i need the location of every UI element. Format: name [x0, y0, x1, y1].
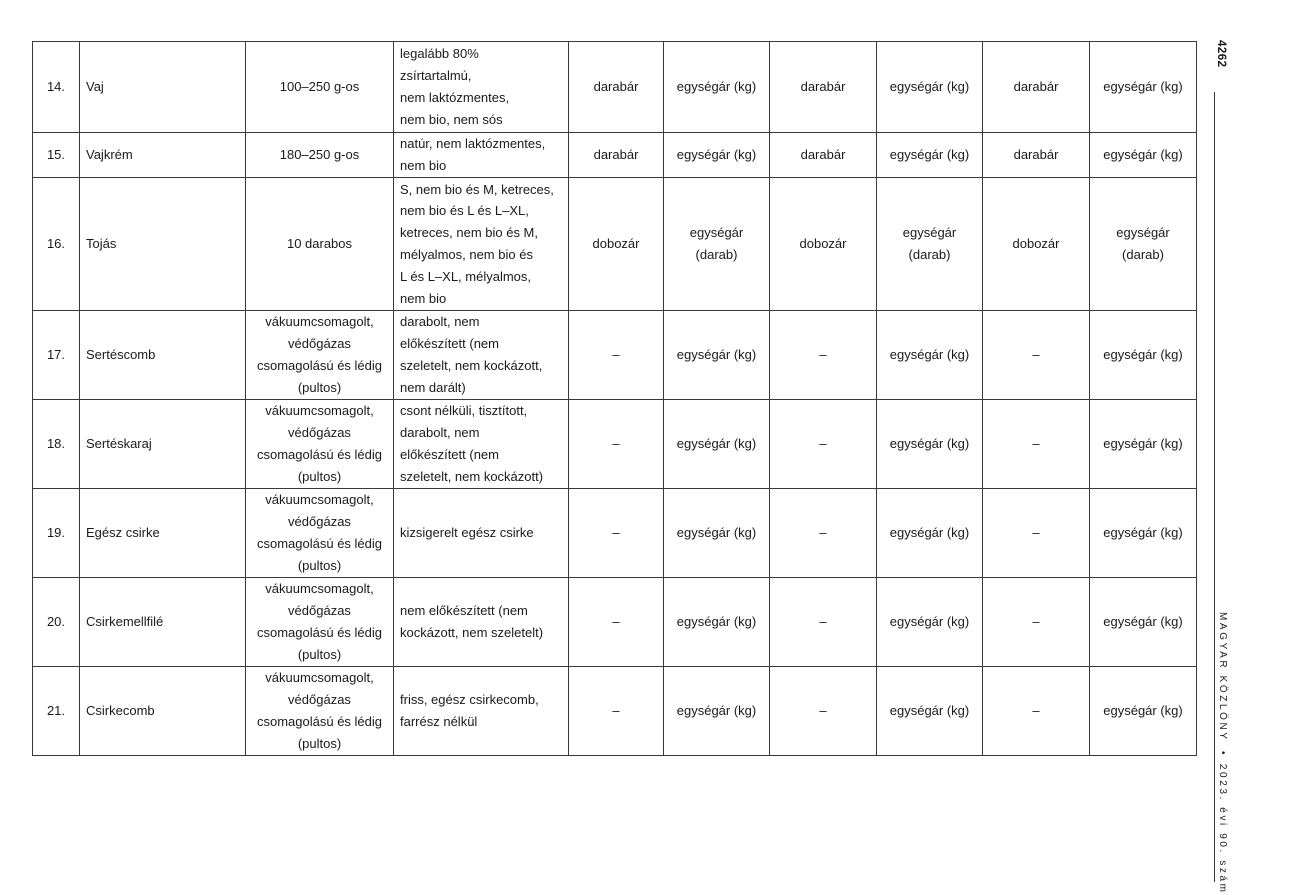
description-line: farrész nélkül	[400, 714, 478, 729]
packaging: vákuumcsomagolt, védőgázas csomagolású és lédig (pultos)	[246, 578, 394, 667]
price-type-cell: egységár (kg)	[664, 400, 770, 489]
price-type-cell: egységár (kg)	[877, 133, 983, 178]
sidebar-rule	[1214, 92, 1215, 882]
journal-issue: 2023. évi 90. szám	[1217, 763, 1228, 895]
description-line: zsírtartalmú,	[400, 68, 472, 84]
description-line: előkészített (nem	[400, 336, 499, 352]
price-type-cell: egységár (kg)	[877, 578, 983, 667]
description-line: S, nem bio és M, ketreces,	[400, 181, 554, 197]
price-type-cell: dobozár	[770, 178, 877, 311]
price-type-cell: –	[569, 578, 664, 667]
description-line: natúr, nem laktózmentes,	[400, 136, 546, 152]
price-type-cell: –	[770, 400, 877, 489]
page-number: 4262	[1215, 40, 1227, 68]
price-type-cell: darabár	[569, 133, 664, 178]
price-type-cell: egységár (kg)	[1090, 133, 1197, 178]
price-type-cell: –	[569, 311, 664, 400]
row-number: 14.	[33, 42, 80, 133]
table-row	[33, 42, 1197, 133]
price-type-cell: dobozár	[983, 178, 1090, 311]
price-type-cell: –	[983, 667, 1090, 756]
description-line: nem bio	[400, 290, 447, 306]
product-name: Vaj	[80, 42, 246, 133]
description-line: szeletelt, nem kockázott)	[400, 468, 544, 484]
price-type-cell: egységár (kg)	[877, 489, 983, 578]
table-row	[33, 133, 1197, 178]
row-number: 20.	[33, 578, 80, 667]
description-line: szeletelt, nem kockázott,	[400, 358, 543, 373]
product-name: Tojás	[80, 178, 246, 311]
price-type-cell: egységár (kg)	[1090, 667, 1197, 756]
packaging: 100–250 g-os	[246, 42, 394, 133]
product-description	[394, 667, 569, 756]
description-line: darabolt, nem	[400, 425, 480, 441]
product-name: Vajkrém	[80, 133, 246, 178]
table-row	[33, 578, 1197, 667]
price-type-cell: egységár (kg)	[664, 311, 770, 400]
product-name: Csirkemellfilé	[80, 578, 246, 667]
product-description	[394, 178, 569, 311]
product-name: Egész csirke	[80, 489, 246, 578]
packaging: vákuumcsomagolt, védőgázas csomagolású és lédig (pultos)	[246, 400, 394, 489]
price-type-cell: –	[983, 578, 1090, 667]
price-category-table	[32, 41, 1197, 756]
table-row	[33, 178, 1197, 311]
journal-name: MAGYAR KÖZLÖNY	[1217, 612, 1228, 742]
price-type-cell: egységár (darab)	[877, 178, 983, 311]
journal-running-head	[1217, 612, 1228, 895]
price-type-cell: egységár (kg)	[877, 311, 983, 400]
price-type-cell: –	[983, 311, 1090, 400]
price-type-cell: –	[770, 311, 877, 400]
price-type-cell: egységár (kg)	[877, 667, 983, 756]
packaging: vákuumcsomagolt, védőgázas csomagolású és lédig (pultos)	[246, 667, 394, 756]
description-line: nem laktózmentes,	[400, 90, 510, 105]
description-line: ketreces, nem bio és M,	[400, 225, 538, 241]
row-number: 17.	[33, 311, 80, 400]
price-type-cell: egységár (kg)	[664, 578, 770, 667]
price-type-cell: –	[770, 489, 877, 578]
table-row	[33, 311, 1197, 400]
table-body	[33, 42, 1197, 756]
description-line: nem bio és L és L–XL,	[400, 203, 529, 219]
table-row	[33, 489, 1197, 578]
page-sidebar	[1213, 36, 1233, 895]
packaging: vákuumcsomagolt, védőgázas csomagolású és lédig (pultos)	[246, 489, 394, 578]
price-type-cell: egységár (kg)	[877, 42, 983, 133]
description-line: kizsigerelt egész csirke	[400, 525, 534, 541]
description-line: nem bio	[400, 158, 447, 173]
price-type-cell: darabár	[983, 133, 1090, 178]
price-type-cell: egységár (kg)	[877, 400, 983, 489]
description-line: darabolt, nem	[400, 314, 480, 330]
product-description	[394, 578, 569, 667]
product-description	[394, 400, 569, 489]
description-line: nem darált)	[400, 379, 466, 395]
price-type-cell: egységár (kg)	[1090, 400, 1197, 489]
price-type-cell: darabár	[569, 42, 664, 133]
description-line: csont nélküli, tisztított,	[400, 403, 528, 419]
price-type-cell: –	[770, 578, 877, 667]
price-type-cell: egységár (kg)	[1090, 489, 1197, 578]
description-line: mélyalmos, nem bio és	[400, 247, 533, 262]
price-type-cell: egységár (kg)	[664, 42, 770, 133]
row-number: 15.	[33, 133, 80, 178]
price-type-cell: egységár (darab)	[664, 178, 770, 311]
product-description	[394, 42, 569, 133]
price-type-cell: egységár (kg)	[664, 133, 770, 178]
row-number: 21.	[33, 667, 80, 756]
product-description	[394, 489, 569, 578]
description-line: L és L–XL, mélyalmos,	[400, 268, 532, 284]
price-type-cell: egységár (kg)	[1090, 311, 1197, 400]
price-type-cell: –	[569, 489, 664, 578]
description-line: kockázott, nem szeletelt)	[400, 625, 544, 640]
price-type-cell: darabár	[770, 42, 877, 133]
price-type-cell: darabár	[770, 133, 877, 178]
product-description	[394, 311, 569, 400]
price-type-cell: egységár (kg)	[1090, 42, 1197, 133]
price-type-cell: –	[770, 667, 877, 756]
packaging: 180–250 g-os	[246, 133, 394, 178]
journal-separator: •	[1217, 750, 1228, 755]
product-name: Csirkecomb	[80, 667, 246, 756]
price-type-cell: –	[983, 489, 1090, 578]
product-description	[394, 133, 569, 178]
packaging: vákuumcsomagolt, védőgázas csomagolású és lédig (pultos)	[246, 311, 394, 400]
description-line: legalább 80%	[400, 46, 479, 62]
row-number: 18.	[33, 400, 80, 489]
price-type-cell: egységár (kg)	[664, 489, 770, 578]
packaging: 10 darabos	[246, 178, 394, 311]
price-type-cell: egységár (kg)	[1090, 578, 1197, 667]
row-number: 19.	[33, 489, 80, 578]
description-line: előkészített (nem	[400, 447, 499, 462]
description-line: friss, egész csirkecomb,	[400, 692, 539, 708]
price-type-cell: –	[569, 667, 664, 756]
price-type-cell: egységár (kg)	[664, 667, 770, 756]
price-type-cell: egységár (darab)	[1090, 178, 1197, 311]
description-line: nem bio, nem sós	[400, 111, 503, 127]
table-row	[33, 400, 1197, 489]
price-type-cell: dobozár	[569, 178, 664, 311]
product-name: Sertéscomb	[80, 311, 246, 400]
description-line: nem előkészített (nem	[400, 603, 528, 619]
price-type-cell: –	[983, 400, 1090, 489]
row-number: 16.	[33, 178, 80, 311]
product-name: Sertéskaraj	[80, 400, 246, 489]
price-type-cell: darabár	[983, 42, 1090, 133]
table-row	[33, 667, 1197, 756]
price-type-cell: –	[569, 400, 664, 489]
